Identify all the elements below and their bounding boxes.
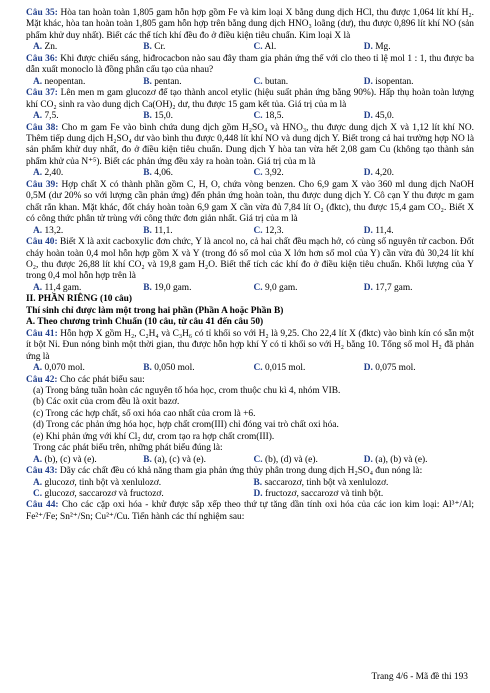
option-text: 0,070 mol.	[42, 363, 85, 374]
page-footer: Trang 4/6 - Mã đề thi 193	[371, 672, 468, 682]
options-42	[26, 455, 474, 466]
section-note: Thí sinh chỉ được làm một trong hai phần (Phần A hoặc Phần B)	[26, 305, 284, 316]
question-43	[26, 466, 474, 477]
question-40	[26, 237, 474, 283]
option-text: 3,92.	[262, 168, 284, 179]
option-text: 2,40.	[42, 168, 64, 179]
options-40	[26, 283, 474, 294]
option-d[interactable]	[364, 226, 474, 237]
question-label: Câu 44:	[26, 500, 59, 511]
option-text: saccarozơ, tinh bột và xenlulozơ.	[262, 477, 389, 488]
option-c[interactable]	[254, 283, 364, 294]
option-text: 45,0.	[372, 111, 394, 122]
option-b[interactable]	[143, 42, 253, 53]
option-text: 12,3.	[262, 225, 284, 236]
option-text: 15,0.	[151, 111, 173, 122]
option-letter: A.	[33, 111, 43, 122]
statement-item: (b) Các oxit của crom đều là oxit bazơ.	[33, 397, 180, 408]
option-a[interactable]	[26, 168, 143, 179]
question-label: Câu 41:	[26, 328, 58, 339]
option-letter: B.	[143, 76, 152, 87]
option-letter: D.	[253, 489, 263, 500]
subsection-heading: A. Theo chương trình Chuẩn (10 câu, từ câu 41 đến câu 50)	[26, 317, 264, 328]
option-text: glucozơ, saccarozơ và fructozơ.	[42, 489, 164, 500]
option-d[interactable]	[364, 283, 474, 294]
option-letter: D.	[363, 454, 373, 465]
statement-item: (a) Trong bảng tuần hoàn các nguyên tố hóa học, crom thuộc chu kì 4, nhóm VIB.	[33, 385, 341, 396]
option-text: 0,015 mol.	[262, 363, 306, 374]
option-c[interactable]	[254, 42, 364, 53]
option-text: isopentan.	[372, 76, 414, 87]
question-text: Dãy các chất đều có khả năng tham gia phản ứng thủy phân trong dung dịch H₂SO₄ đun nóng là:	[57, 466, 423, 477]
option-a[interactable]	[26, 363, 143, 374]
option-letter: D.	[363, 168, 373, 179]
option-text: neopentan.	[42, 76, 86, 87]
question-text: Cho các phát biểu sau:	[57, 374, 145, 385]
option-letter: C.	[253, 42, 263, 53]
option-text: (b), (c) và (e).	[42, 454, 97, 465]
option-text: glucozơ, tinh bột và xenlulozơ.	[42, 477, 162, 488]
option-letter: A.	[33, 477, 43, 488]
option-a[interactable]	[26, 283, 143, 294]
question-text: Khi được chiếu sáng, hiđrocacbon nào sau đây tham gia phản ứng thế với clo theo tỉ lệ mol 1 : 1, thu được ba dẫn xuất monoclo là đồng phân cấu tạo của nhau?	[26, 53, 474, 76]
option-text: 13,2.	[42, 225, 64, 236]
option-letter: B.	[253, 477, 263, 488]
option-letter: A.	[33, 76, 43, 87]
question-text: Hòa tan hoàn toàn 1,805 gam hỗn hợp gồm Fe và kim loại X bằng dung dịch HCl, thu được 1,064 lít khí H₂. Mặt khác, hòa tan hoàn toàn 1,805 gam hỗn hợp trên bằng dung dịch HNO₃ loãng (dư), thu được 0,896 lít khí NO (sản phẩm khử duy nhất). Biết các thể tích khí đều đo ở điều kiện tiêu chuẩn. Kim loại X là	[26, 8, 475, 41]
question-37	[26, 88, 474, 111]
option-text: 18,5.	[262, 111, 284, 122]
option-letter: C.	[253, 168, 263, 179]
option-letter: D.	[363, 111, 373, 122]
option-text: 0,075 mol.	[372, 363, 416, 374]
option-d[interactable]	[364, 455, 474, 466]
option-text: 4,20.	[372, 168, 394, 179]
option-letter: C.	[253, 76, 263, 87]
option-letter: C.	[253, 225, 263, 236]
question-text: Hợp chất X có thành phần gồm C, H, O, chứa vòng benzen. Cho 6,9 gam X vào 360 ml dung dịch NaOH 0,5M (dư 20% so với lượng cần phản ứng) đến phản ứng hoàn toàn, thu được dung dịch Y. Cô cạn Y thu được m gam chất rắn khan. Mặt khác, đốt cháy hoàn toàn 6,9 gam X cần vừa đủ 7,84 lít O₂ (đktc), thu được 15,4 gam CO₂. Biết X có công thức phân tử trùng với công thức đơn giản nhất. Giá trị của m là	[26, 179, 474, 225]
option-a[interactable]	[26, 77, 143, 88]
option-text: butan.	[262, 76, 289, 87]
option-letter: C.	[33, 489, 43, 500]
option-d[interactable]	[254, 489, 475, 500]
option-c[interactable]	[254, 77, 364, 88]
option-text: (a), (c) và (e).	[151, 454, 206, 465]
option-text: 19,0 gam.	[151, 282, 192, 293]
question-36	[26, 54, 474, 77]
question-35	[26, 8, 474, 42]
option-letter: A.	[33, 282, 43, 293]
question-prompt: Trong các phát biểu trên, những phát biểu đúng là:	[33, 443, 223, 454]
question-text: Cho các cặp oxi hóa - khử được sắp xếp theo thứ tự tăng dần tính oxi hóa của các ion kim loại: Al³⁺/Al; Fe²⁺/Fe; Sn²⁺/Sn; Cu²⁺/Cu. Tiến hành các thí nghiệm sau:	[26, 500, 474, 522]
option-text: 11,4.	[372, 225, 394, 236]
option-text: 11,4 gam.	[42, 282, 82, 293]
options-39	[26, 226, 474, 237]
options-43-row1	[26, 478, 474, 489]
question-label: Câu 40:	[26, 237, 58, 248]
option-c[interactable]	[254, 226, 364, 237]
option-c[interactable]	[254, 168, 364, 179]
question-label: Câu 36:	[26, 53, 58, 64]
question-44	[26, 500, 474, 523]
option-d[interactable]	[364, 42, 474, 53]
option-letter: D.	[363, 363, 373, 374]
option-letter: C.	[253, 282, 263, 293]
option-d[interactable]	[364, 363, 474, 374]
option-b[interactable]	[143, 283, 253, 294]
option-letter: A.	[33, 42, 43, 53]
option-a[interactable]	[26, 111, 143, 122]
option-text: Mg.	[372, 42, 391, 53]
option-c[interactable]	[26, 489, 254, 500]
option-text: 7,5.	[42, 111, 59, 122]
exam-page	[26, 8, 474, 523]
option-text: 9,0 gam.	[262, 282, 298, 293]
option-a[interactable]	[26, 42, 143, 53]
section-heading: II. PHẦN RIÊNG (10 câu)	[26, 294, 132, 305]
option-letter: B.	[143, 282, 152, 293]
option-letter: C.	[253, 111, 263, 122]
options-38	[26, 168, 474, 179]
question-label: Câu 42:	[26, 374, 58, 385]
question-label: Câu 43:	[26, 466, 58, 477]
question-text: Hỗn hợp X gồm H₂, C₂H₄ và C₃H₆ có tỉ khối so với H₂ là 9,25. Cho 22,4 lít X (đktc) vào bình kín có sẵn một ít bột Ni. Đun nóng bình một thời gian, thu được hỗn hợp khí Y có tỉ khối so với H₂ bằng 10. Tổng số mol H₂ đã phản ứng là	[26, 328, 475, 362]
question-39	[26, 180, 474, 226]
option-text: 4,06.	[151, 168, 173, 179]
options-43-row2	[26, 489, 474, 500]
option-letter: D.	[363, 42, 373, 53]
option-letter: C.	[253, 454, 263, 465]
option-b[interactable]	[143, 111, 253, 122]
question-38	[26, 123, 474, 169]
question-text: Lên men m gam glucozơ để tạo thành ancol etylic (hiệu suất phản ứng bằng 90%). Hấp thụ hoàn toàn lượng khí CO₂ sinh ra vào dung dịch Ca(OH)₂ dư, thu được 15 gam kết tủa. Giá trị của m là	[26, 88, 474, 110]
option-letter: B.	[143, 168, 152, 179]
statement-item: (d) Trong các phản ứng hóa học, hợp chất crom(III) chỉ đóng vai trò chất oxi hóa.	[33, 420, 339, 431]
option-letter: C.	[253, 363, 263, 374]
question-42	[26, 375, 474, 386]
option-letter: A.	[33, 363, 43, 374]
options-37	[26, 111, 474, 122]
option-b[interactable]	[143, 226, 253, 237]
option-letter: D.	[363, 282, 373, 293]
option-letter: D.	[363, 76, 373, 87]
option-text: Zn.	[42, 42, 58, 53]
option-text: (b), (d) và (e).	[262, 454, 318, 465]
option-c[interactable]	[254, 363, 364, 374]
question-label: Câu 39:	[26, 179, 59, 190]
option-letter: B.	[143, 225, 152, 236]
option-letter: B.	[143, 454, 152, 465]
statement-item: (c) Trong các hợp chất, số oxi hóa cao nhất của crom là +6.	[33, 408, 256, 419]
option-c[interactable]	[254, 455, 364, 466]
option-letter: B.	[143, 363, 152, 374]
option-b[interactable]	[143, 168, 253, 179]
option-text: 17,7 gam.	[372, 282, 413, 293]
option-d[interactable]	[364, 111, 474, 122]
option-text: Cr.	[151, 42, 166, 53]
options-35	[26, 42, 474, 53]
option-letter: B.	[143, 42, 152, 53]
option-text: pentan.	[151, 76, 182, 87]
option-letter: A.	[33, 168, 43, 179]
option-text: Al.	[262, 42, 277, 53]
question-label: Câu 35:	[26, 8, 58, 18]
option-letter: A.	[33, 225, 43, 236]
option-b[interactable]	[143, 77, 253, 88]
statement-item: (e) Khi phản ứng với khí Cl₂ dư, crom tạo ra hợp chất crom(III).	[33, 431, 275, 442]
question-label: Câu 38:	[26, 122, 59, 133]
options-41	[26, 363, 474, 374]
option-text: (a), (b) và (e).	[372, 454, 428, 465]
option-b[interactable]	[143, 363, 253, 374]
option-text: 11,1.	[151, 225, 173, 236]
option-c[interactable]	[254, 111, 364, 122]
options-36	[26, 77, 474, 88]
option-letter: A.	[33, 454, 43, 465]
question-label: Câu 37:	[26, 88, 58, 99]
option-a[interactable]	[26, 226, 143, 237]
option-a[interactable]	[26, 455, 143, 466]
option-d[interactable]	[364, 77, 474, 88]
option-letter: D.	[363, 225, 373, 236]
option-d[interactable]	[364, 168, 474, 179]
option-b[interactable]	[254, 478, 475, 489]
option-letter: B.	[143, 111, 152, 122]
question-text: Cho m gam Fe vào bình chứa dung dịch gồm H₂SO₄ và HNO₃, thu được dung dịch X và 1,12 lít khí NO. Thêm tiếp dung dịch H₂SO₄ dư vào bình thu được 0,448 lít khí NO và dung dịch Y. Biết trong cả hai trường hợp NO là sản phẩm khử duy nhất, đo ở điều kiện tiêu chuẩn. Dung dịch Y hòa tan vừa hết 2,08 gam Cu (không tạo thành sản phẩm khử của N⁺⁵). Biết các phản ứng đều xảy ra hoàn toàn. Giá trị của m là	[26, 122, 475, 167]
option-a[interactable]	[26, 478, 254, 489]
option-text: 0,050 mol.	[151, 363, 195, 374]
option-b[interactable]	[143, 455, 253, 466]
question-41	[26, 329, 474, 363]
question-text: Biết X là axit cacboxylic đơn chức, Y là ancol no, cả hai chất đều mạch hở, có cùng số nguyên tử cacbon. Đốt cháy hoàn toàn 0,4 mol hỗn hợp gồm X và Y (trong đó số mol của X lớn hơn số mol của Y) cần vừa đủ 30,24 lít khí O₂, thu được 26,88 lít khí CO₂ và 19,8 gam H₂O. Biết thể tích các khí đo ở điều kiện tiêu chuẩn. Khối lượng của Y trong 0,4 mol hỗn hợp trên là	[26, 237, 474, 282]
option-text: fructozơ, saccarozơ và tinh bột.	[262, 489, 384, 500]
